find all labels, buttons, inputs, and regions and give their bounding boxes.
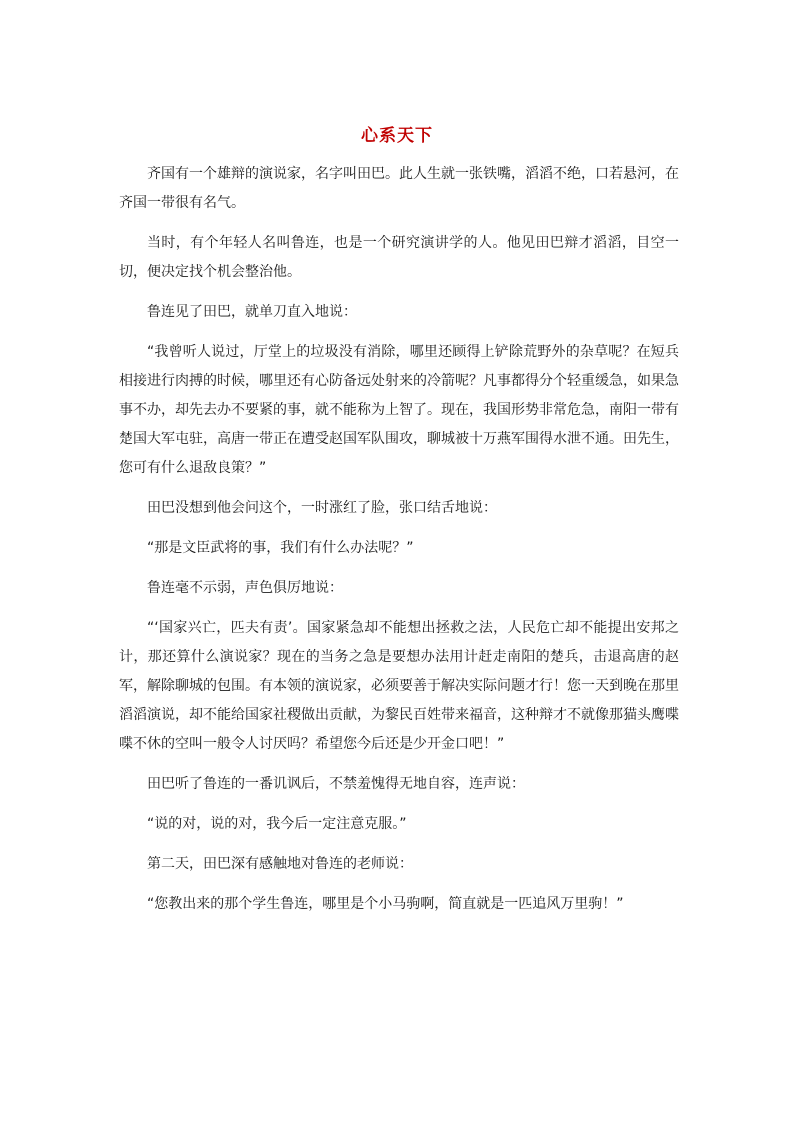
- paragraph: 田巴没想到他会问这个，一时涨红了脸，张口结舌地说：: [147, 500, 497, 516]
- paragraph: “说的对，说的对，我今后一定注意克服。”: [147, 816, 407, 832]
- paragraph: 田巴听了鲁连的一番讥讽后，不禁羞愧得无地自容，连声说：: [147, 776, 525, 792]
- paragraph: 当时，有个年轻人名叫鲁连，也是一个研究演讲学的人。他见田巴辩才滔滔，目空一切，便决定找个机会整治他。: [119, 235, 679, 280]
- document-title: 心系天下: [361, 126, 433, 146]
- paragraph: 鲁连见了田巴，就单刀直入地说：: [147, 304, 357, 320]
- paragraph: “您教出来的那个学生鲁连，哪里是个小马驹啊，简直就是一匹追风万里驹！”: [147, 896, 624, 912]
- paragraph: “我曾听人说过，厅堂上的垃圾没有消除，哪里还顾得上铲除荒野外的杂草呢？在短兵相接进行肉搏的时候，哪里还有心防备远处射来的冷箭呢？凡事都得分个轻重缓急，如果急事不办，却先去办不要紧的事，就不能称为上智了。现在，我国形势非常危急，南阳一带有楚国大军屯驻，高唐一带正在遭受赵国军队围攻，聊城被十万燕军围得水泄不通。田先生，您可有什么退敌良策？”: [119, 344, 679, 476]
- paragraph: “‘国家兴亡，匹夫有责’。国家紧急却不能想出拯救之法，人民危亡却不能提出安邦之计，那还算什么演说家？现在的当务之急是要想办法用计赶走南阳的楚兵，击退高唐的赵军，解除聊城的包围。有本领的演说家，必须要善于解决实际问题才行！您一天到晚在那里滔滔演说，却不能给国家社稷做出贡献，为黎民百姓带来福音，这种辩才不就像那猫头鹰喋喋不休的空叫一般令人讨厌吗？希望您今后还是少开金口吧！”: [119, 620, 679, 752]
- paragraph: 鲁连毫不示弱，声色俱厉地说：: [147, 580, 343, 596]
- paragraph: “那是文臣武将的事，我们有什么办法呢？”: [147, 540, 414, 556]
- paragraph: 齐国有一个雄辩的演说家，名字叫田巴。此人生就一张铁嘴，滔滔不绝，口若悬河，在齐国一带很有名气。: [119, 166, 679, 211]
- document-body: [119, 160, 679, 930]
- paragraph: 第二天，田巴深有感触地对鲁连的老师说：: [147, 856, 413, 872]
